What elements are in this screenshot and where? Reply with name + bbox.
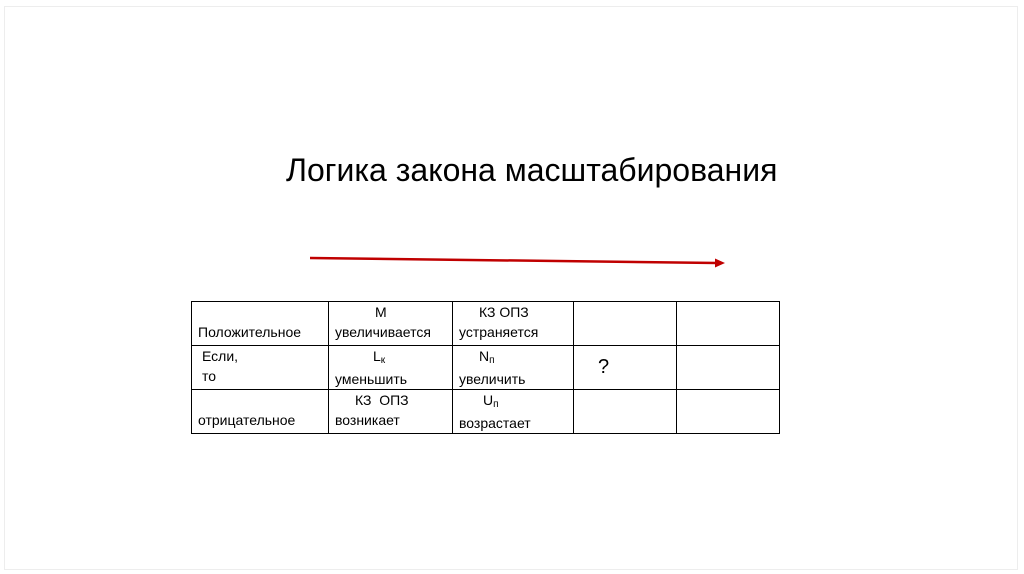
red-arrow-icon: [305, 250, 730, 270]
table-cell: [574, 302, 677, 346]
cell-bottom-text: то: [202, 368, 217, 384]
cell-bottom-text: увеличить: [459, 371, 526, 387]
table-cell: [453, 346, 574, 390]
cell-top-text: [459, 390, 567, 413]
slide-frame: [4, 6, 1018, 570]
cell-top-text: [198, 390, 322, 410]
cell-top-text: [459, 346, 567, 369]
table-cell: [329, 346, 453, 390]
table-cell: [574, 346, 677, 390]
table-cell: [192, 302, 329, 346]
symbol-subscript: п: [489, 355, 495, 366]
cell-bottom-text: уменьшить: [335, 371, 408, 387]
cell-top-text: [335, 346, 446, 369]
cell-bottom-text: устраняется: [459, 324, 539, 340]
table-cell: [329, 390, 453, 434]
symbol-main: L: [373, 348, 381, 364]
table-row: [192, 346, 780, 390]
symbol-main: U: [483, 392, 494, 408]
table-cell: [677, 346, 780, 390]
table-cell: [192, 390, 329, 434]
cell-bottom-text: возрастает: [459, 415, 531, 431]
table-cell: [329, 302, 453, 346]
symbol-subscript: к: [380, 355, 386, 366]
cell-bottom-text: отрицательное: [198, 412, 296, 428]
cell-bottom-text: Положительное: [198, 324, 302, 340]
cell-top-text: М: [375, 304, 387, 320]
cell-bottom-text: увеличивается: [335, 324, 431, 340]
table-row: [192, 390, 780, 434]
cell-top-text: [198, 302, 322, 322]
table-row: [192, 302, 780, 346]
table-cell: [453, 390, 574, 434]
table-cell: [677, 302, 780, 346]
cell-top-text: Если,: [202, 348, 239, 364]
question-mark: ?: [598, 356, 610, 378]
slide-title: Логика закона масштабирования: [286, 152, 778, 188]
table-cell: [192, 346, 329, 390]
table-cell: [453, 302, 574, 346]
cell-top-text: КЗ ОПЗ: [479, 304, 529, 320]
symbol-main: N: [479, 348, 490, 364]
cell-bottom-text: возникает: [335, 412, 400, 428]
symbol-subscript: п: [493, 399, 499, 410]
table-cell: [574, 390, 677, 434]
scaling-logic-table: [191, 301, 780, 434]
cell-top-text: КЗ ОПЗ: [355, 392, 409, 408]
table-cell: [677, 390, 780, 434]
